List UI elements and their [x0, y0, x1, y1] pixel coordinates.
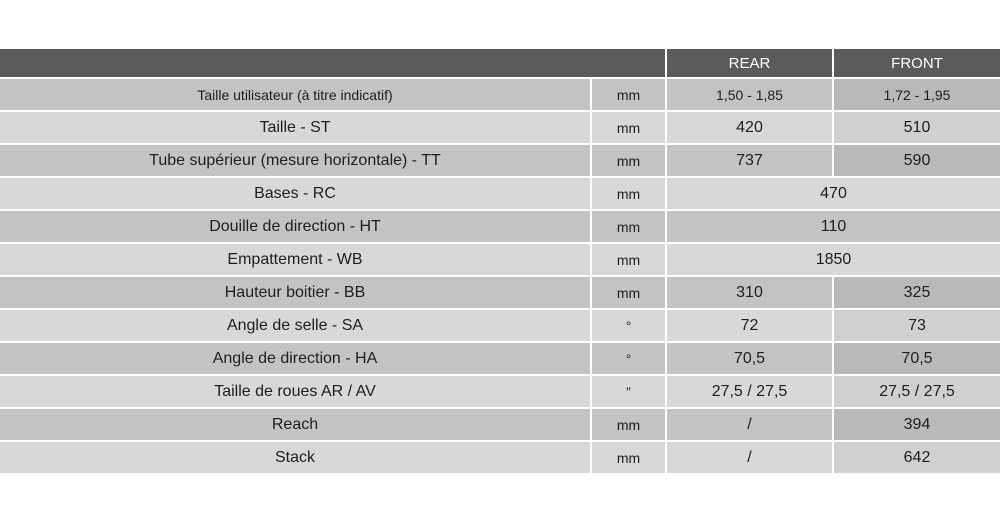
row-unit: mm [592, 211, 667, 244]
table-row [0, 277, 1000, 310]
geometry-table [0, 49, 1000, 475]
row-front-value: 590 [834, 145, 1000, 178]
header-rear: REAR [667, 49, 834, 79]
table-row [0, 376, 1000, 409]
row-rear-value: / [667, 409, 834, 442]
header-blank-cell [0, 49, 667, 79]
table-row [0, 79, 1000, 112]
header-row [0, 49, 1000, 79]
row-rear-value: 737 [667, 145, 834, 178]
table-row [0, 145, 1000, 178]
row-label: Empattement - WB [0, 244, 592, 277]
row-front-value: 394 [834, 409, 1000, 442]
row-label: Hauteur boitier - BB [0, 277, 592, 310]
row-front-value: 1,72 - 1,95 [834, 79, 1000, 112]
row-unit: ° [592, 343, 667, 376]
row-label: Reach [0, 409, 592, 442]
row-unit: mm [592, 442, 667, 475]
row-front-value: 70,5 [834, 343, 1000, 376]
row-label: Taille - ST [0, 112, 592, 145]
row-rear-value: 1,50 - 1,85 [667, 79, 834, 112]
table-row [0, 310, 1000, 343]
table-row [0, 244, 1000, 277]
table-row [0, 343, 1000, 376]
table-row [0, 211, 1000, 244]
row-unit: ° [592, 310, 667, 343]
row-label: Stack [0, 442, 592, 475]
row-label: Taille de roues AR / AV [0, 376, 592, 409]
row-front-value: 73 [834, 310, 1000, 343]
row-rear-value: 310 [667, 277, 834, 310]
table-row [0, 178, 1000, 211]
row-unit: mm [592, 244, 667, 277]
row-front-value: 510 [834, 112, 1000, 145]
header-front: FRONT [834, 49, 1000, 79]
row-unit: mm [592, 145, 667, 178]
row-shared-value: 470 [667, 178, 1000, 211]
row-rear-value: 420 [667, 112, 834, 145]
row-front-value: 27,5 / 27,5 [834, 376, 1000, 409]
row-rear-value: / [667, 442, 834, 475]
row-unit: mm [592, 178, 667, 211]
row-shared-value: 110 [667, 211, 1000, 244]
row-label: Angle de selle - SA [0, 310, 592, 343]
row-unit: mm [592, 409, 667, 442]
row-rear-value: 27,5 / 27,5 [667, 376, 834, 409]
row-rear-value: 72 [667, 310, 834, 343]
row-rear-value: 70,5 [667, 343, 834, 376]
row-label: Taille utilisateur (à titre indicatif) [0, 79, 592, 112]
row-label: Bases - RC [0, 178, 592, 211]
row-unit: mm [592, 277, 667, 310]
table-row [0, 409, 1000, 442]
row-label: Angle de direction - HA [0, 343, 592, 376]
row-label: Douille de direction - HT [0, 211, 592, 244]
row-front-value: 325 [834, 277, 1000, 310]
row-unit: mm [592, 112, 667, 145]
row-shared-value: 1850 [667, 244, 1000, 277]
row-unit: ” [592, 376, 667, 409]
table-row [0, 442, 1000, 475]
row-label: Tube supérieur (mesure horizontale) - TT [0, 145, 592, 178]
row-unit: mm [592, 79, 667, 112]
row-front-value: 642 [834, 442, 1000, 475]
table-row [0, 112, 1000, 145]
